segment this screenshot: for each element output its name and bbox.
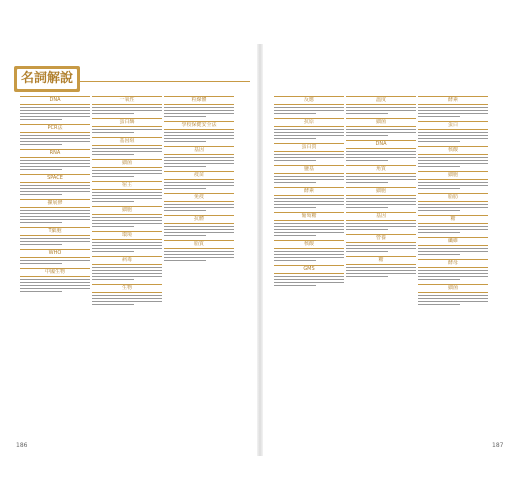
glossary-definition: [418, 295, 488, 305]
glossary-definition: [92, 267, 162, 280]
glossary-definition: [92, 170, 162, 177]
glossary-entry: [418, 259, 488, 280]
glossary-term: 基因: [164, 146, 234, 155]
glossary-definition: [92, 148, 162, 155]
glossary-term: 酵素: [418, 96, 488, 105]
glossary-definition: [164, 204, 234, 211]
glossary-term: 疫苗: [164, 171, 234, 180]
glossary-term: 糖: [346, 256, 416, 265]
glossary-term: 細菌: [346, 118, 416, 127]
glossary-entry: [418, 284, 488, 305]
glossary-definition: [274, 107, 344, 114]
glossary-entry: [20, 96, 90, 120]
glossary-term: DNA: [346, 140, 416, 149]
glossary-term: PCR法: [20, 124, 90, 133]
glossary-term: 基因組: [92, 137, 162, 146]
glossary-entry: [164, 240, 234, 261]
glossary-term: 脂質: [164, 240, 234, 249]
glossary-column: [346, 96, 416, 281]
glossary-term: 脂肪: [418, 193, 488, 202]
glossary-entry: [346, 140, 416, 161]
glossary-term: 抗原: [274, 118, 344, 127]
glossary-entry: [20, 124, 90, 145]
glossary-definition: [20, 107, 90, 120]
glossary-entry: [20, 174, 90, 195]
glossary-entry: [164, 193, 234, 211]
glossary-definition: [346, 223, 416, 230]
glossary-term: 環境: [92, 231, 162, 240]
glossary-entry: [164, 215, 234, 236]
glossary-entry: [92, 118, 162, 133]
glossary-definition: [164, 226, 234, 236]
glossary-entry: [346, 165, 416, 183]
glossary-term: 細胞: [92, 206, 162, 215]
glossary-definition: [418, 248, 488, 255]
glossary-term: 蛋白: [418, 121, 488, 130]
glossary-term: DNA: [20, 96, 90, 105]
glossary-term: 核酸: [418, 146, 488, 155]
glossary-definition: [164, 132, 234, 142]
glossary-term: 纖維: [418, 237, 488, 246]
glossary-entry: [164, 96, 234, 117]
glossary-definition: [418, 204, 488, 211]
glossary-column: [274, 96, 344, 290]
glossary-definition: [418, 270, 488, 280]
glossary-entry: [92, 159, 162, 177]
glossary-column: [92, 96, 162, 309]
glossary-column: [418, 96, 488, 309]
glossary-definition: [20, 260, 90, 264]
glossary-definition: [274, 176, 344, 183]
glossary-definition: [274, 251, 344, 261]
glossary-column: [20, 96, 90, 296]
glossary-definition: [164, 182, 234, 189]
glossary-entry: [20, 249, 90, 264]
glossary-entry: [418, 193, 488, 211]
glossary-definition: [274, 154, 344, 161]
glossary-entry: [418, 96, 488, 117]
glossary-entry: [418, 237, 488, 255]
glossary-definition: [20, 185, 90, 195]
heading-rule: [80, 81, 250, 82]
glossary-term: 蛋白質: [274, 143, 344, 152]
glossary-entry: [92, 284, 162, 305]
glossary-term: 學校保健安全法: [164, 121, 234, 130]
glossary-definition: [418, 157, 488, 167]
glossary-entry: [274, 143, 344, 161]
glossary-definition: [92, 192, 162, 202]
glossary-definition: [92, 107, 162, 114]
glossary-entry: [346, 256, 416, 277]
glossary-definition: [274, 198, 344, 208]
glossary-entry: [274, 240, 344, 261]
glossary-term: 蛋白酶: [92, 118, 162, 127]
glossary-definition: [164, 251, 234, 261]
glossary-entry: [346, 212, 416, 230]
glossary-term: 基因: [346, 212, 416, 221]
glossary-term: 酵素: [274, 187, 344, 196]
glossary-definition: [418, 107, 488, 117]
glossary-entry: [274, 212, 344, 236]
glossary-entry: [418, 146, 488, 167]
glossary-term: 溫度: [346, 96, 416, 105]
glossary-term: 一氧性: [92, 96, 162, 105]
glossary-entry: [346, 234, 416, 252]
glossary-entry: [418, 121, 488, 142]
glossary-entry: [92, 137, 162, 155]
glossary-term: 角質: [346, 165, 416, 174]
glossary-definition: [418, 132, 488, 142]
glossary-term: GMS: [274, 265, 344, 274]
glossary-definition: [346, 151, 416, 161]
glossary-column: [164, 96, 234, 265]
right-page-number: 187: [492, 442, 504, 449]
glossary-term: 中國生物: [20, 268, 90, 277]
glossary-definition: [346, 245, 416, 252]
glossary-term: 免疫: [164, 193, 234, 202]
glossary-entry: [20, 268, 90, 292]
glossary-term: SPACE: [20, 174, 90, 183]
glossary-definition: [20, 160, 90, 170]
glossary-entry: [346, 187, 416, 208]
glossary-definition: [20, 210, 90, 223]
glossary-term: 酵母: [418, 259, 488, 268]
glossary-term: 營養: [346, 234, 416, 243]
glossary-entry: [274, 96, 344, 114]
glossary-entry: [92, 231, 162, 252]
glossary-definition: [20, 238, 90, 245]
glossary-entry: [418, 171, 488, 189]
glossary-definition: [346, 129, 416, 136]
glossary-term: T細胞: [20, 227, 90, 236]
glossary-term: 粒線體: [164, 96, 234, 105]
glossary-entry: [92, 96, 162, 114]
glossary-definition: [92, 217, 162, 227]
book-gutter: [257, 44, 263, 456]
glossary-entry: [92, 181, 162, 202]
glossary-entry: [418, 215, 488, 233]
glossary-definition: [418, 182, 488, 189]
glossary-entry: [20, 149, 90, 170]
glossary-entry: [346, 96, 416, 114]
glossary-term: 鹽基: [274, 165, 344, 174]
glossary-term: 宿主: [92, 181, 162, 190]
glossary-term: 細胞: [346, 187, 416, 196]
glossary-entry: [274, 265, 344, 286]
glossary-entry: [274, 118, 344, 139]
glossary-term: 細菌: [92, 159, 162, 168]
glossary-entry: [274, 187, 344, 208]
glossary-definition: [346, 267, 416, 277]
glossary-term: RNA: [20, 149, 90, 158]
glossary-term: 反應: [274, 96, 344, 105]
glossary-definition: [20, 279, 90, 292]
glossary-entry: [92, 206, 162, 227]
glossary-definition: [418, 226, 488, 233]
glossary-definition: [346, 107, 416, 114]
glossary-term: WHO: [20, 249, 90, 258]
glossary-term: 病毒: [92, 256, 162, 265]
glossary-entry: [164, 146, 234, 167]
glossary-term: 抗體: [164, 215, 234, 224]
glossary-definition: [274, 223, 344, 236]
glossary-definition: [274, 129, 344, 139]
glossary-entry: [274, 165, 344, 183]
glossary-entry: [20, 227, 90, 245]
page-heading: 名詞解說: [17, 69, 77, 89]
glossary-definition: [92, 295, 162, 305]
glossary-entry: [20, 199, 90, 223]
glossary-definition: [164, 157, 234, 167]
glossary-entry: [346, 118, 416, 136]
glossary-entry: [164, 171, 234, 189]
glossary-term: 葡萄糖: [274, 212, 344, 221]
glossary-definition: [346, 176, 416, 183]
glossary-definition: [274, 276, 344, 286]
glossary-term: 擴展修: [20, 199, 90, 208]
glossary-entry: [92, 256, 162, 280]
glossary-entry: [164, 121, 234, 142]
glossary-definition: [164, 107, 234, 117]
glossary-definition: [346, 198, 416, 208]
glossary-term: 糖: [418, 215, 488, 224]
glossary-term: 核酸: [274, 240, 344, 249]
left-page-number: 186: [16, 442, 28, 449]
glossary-term: 細菌: [418, 284, 488, 293]
glossary-term: 生物: [92, 284, 162, 293]
glossary-definition: [20, 135, 90, 145]
glossary-definition: [92, 242, 162, 252]
glossary-term: 細胞: [418, 171, 488, 180]
glossary-definition: [92, 129, 162, 133]
